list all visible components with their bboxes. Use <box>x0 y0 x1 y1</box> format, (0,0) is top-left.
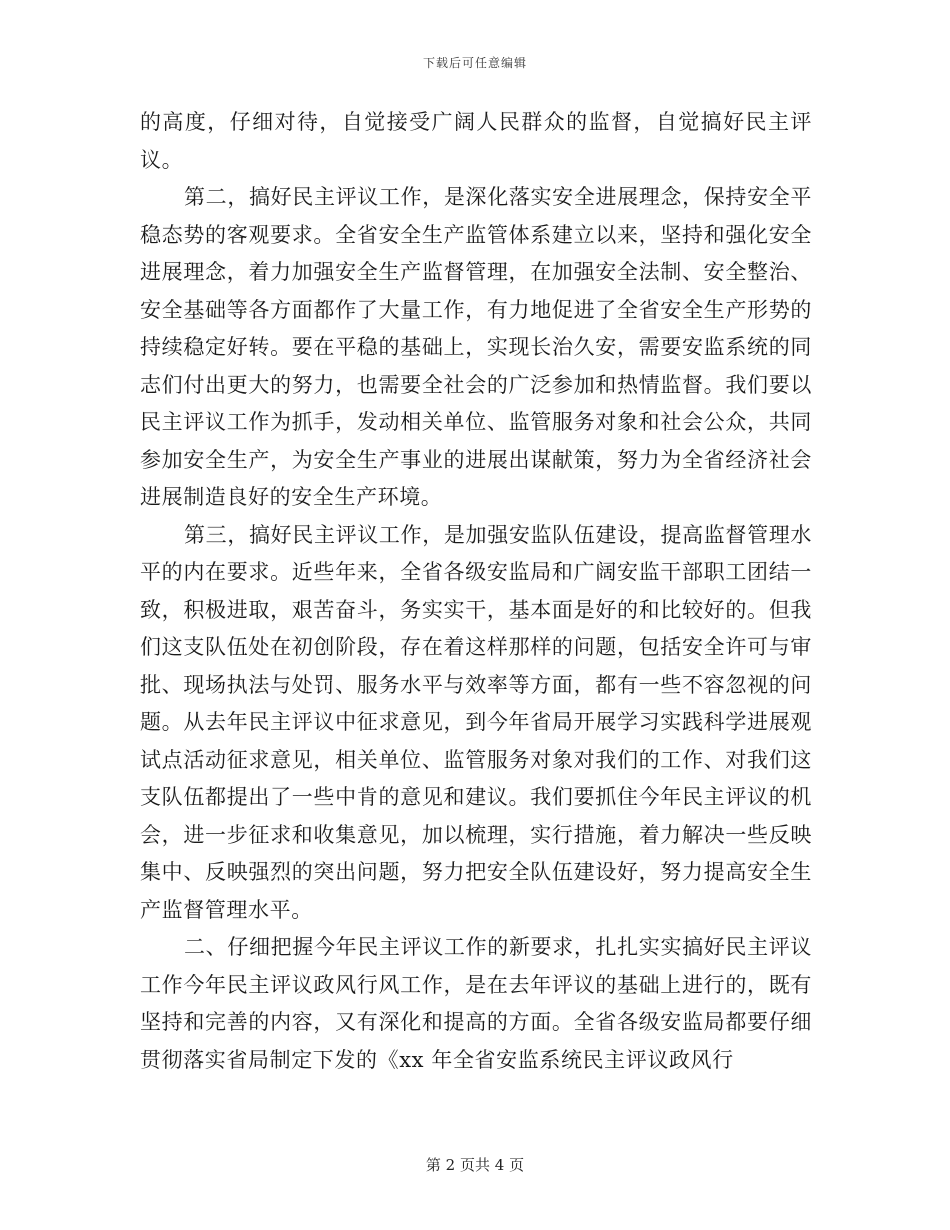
paragraph-third-point: 第三，搞好民主评议工作，是加强安监队伍建设，提高监督管理水平的内在要求。近些年来，全省各级安监局和广阔安监干部职工团结一致，积极进取，艰苦奋斗，务实实干，基本面是好的和比较好的。但我们这支队伍处在初创阶段，存在着这样那样的问题，包括安全许可与审批、现场执法与处罚、服务水平与效率等方面，都有一些不容忽视的问题。从去年民主评议中征求意见，到今年省局开展学习实践科学进展观试点活动征求意见，相关单位、监管服务对象对我们的工作、对我们这支队伍都提出了一些中肯的意见和建议。我们要抓住今年民主评议的机会，进一步征求和收集意见，加以梳理，实行措施，着力解决一些反映集中、反映强烈的突出问题，努力把安全队伍建设好，努力提高安全生产监督管理水平。 <box>140 522 812 922</box>
page-number: 第 2 页共 4 页 <box>425 1156 525 1174</box>
paragraph-continuation: 的高度，仔细对待，自觉接受广阔人民群众的监督，自觉搞好民主评议。 <box>140 110 812 172</box>
document-body <box>140 104 812 1079</box>
paragraph-second-point: 第二，搞好民主评议工作，是深化落实安全进展理念，保持安全平稳态势的客观要求。全省安全生产监管体系建立以来，坚持和强化安全进展理念，着力加强安全生产监督管理，在加强安全法制、安全整治、安全基础等各方面都作了大量工作，有力地促进了全省安全生产形势的持续稳定好转。要在平稳的基础上，实现长治久安，需要安监系统的同志们付出更大的努力，也需要全社会的广泛参加和热情监督。我们要以民主评议工作为抓手，发动相关单位、监管服务对象和社会公众，共同参加安全生产，为安全生产事业的进展出谋献策，努力为全省经济社会进展制造良好的安全生产环境。 <box>140 185 812 509</box>
paragraph-section-two: 二、仔细把握今年民主评议工作的新要求，扎扎实实搞好民主评议工作今年民主评议政风行风工作，是在去年评议的基础上进行的，既有坚持和完善的内容，又有深化和提高的方面。全省各级安监局都要仔细贯彻落实省局制定下发的《xx 年全省安监系统民主评议政风行 <box>140 935 812 1072</box>
header-note: 下载后可任意编辑 <box>422 56 527 70</box>
